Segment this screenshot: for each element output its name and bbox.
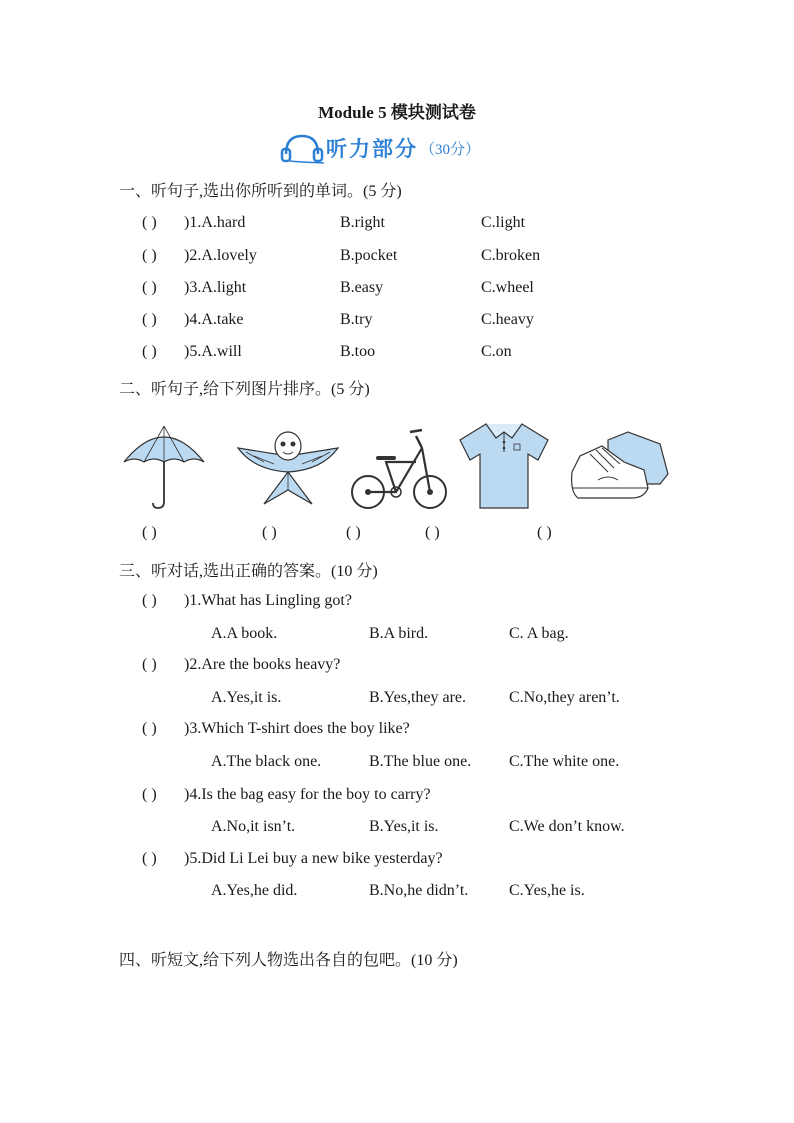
option-a: A.The black one. xyxy=(211,753,322,770)
option-c: C.No,they aren’t. xyxy=(509,689,620,706)
option-b: B.No,he didn’t. xyxy=(369,882,469,899)
question-text: )1.What has Lingling got? xyxy=(184,592,352,609)
option-a: A.Yes,it is. xyxy=(211,689,282,706)
answer-blank[interactable]: ( ) xyxy=(142,592,157,609)
bike-icon xyxy=(346,418,450,510)
answer-blank[interactable]: ( ) xyxy=(142,214,157,231)
answer-blank[interactable]: ( ) xyxy=(142,279,157,296)
picture-order-blank[interactable]: ( ) xyxy=(262,524,277,541)
option-c: C.wheel xyxy=(481,279,534,296)
option-b: B.Yes,they are. xyxy=(369,689,467,706)
picture-order-blank[interactable]: ( ) xyxy=(142,524,157,541)
option-b: B.The blue one. xyxy=(369,753,472,770)
page-title: Module 5 模块测试卷 xyxy=(318,103,476,122)
option-a: )2.A.lovely xyxy=(184,247,257,264)
option-b: B.A bird. xyxy=(369,625,429,642)
option-b: B.easy xyxy=(340,279,384,296)
option-a: )1.A.hard xyxy=(184,214,246,231)
option-b: B.too xyxy=(340,343,376,360)
option-c: C.on xyxy=(481,343,512,360)
option-a: A.A book. xyxy=(211,625,278,642)
option-b: B.pocket xyxy=(340,247,398,264)
option-b: B.right xyxy=(340,214,385,231)
question-text: )4.Is the bag easy for the boy to carry? xyxy=(184,786,431,803)
section-4-heading: 四、听短文,给下列人物选出各自的包吧。(10 分) xyxy=(119,952,458,969)
section-3-heading: 三、听对话,选出正确的答案。(10 分) xyxy=(119,563,378,580)
option-a: )4.A.take xyxy=(184,311,244,328)
option-c: C.light xyxy=(481,214,526,231)
answer-blank[interactable]: ( ) xyxy=(142,343,157,360)
answer-blank[interactable]: ( ) xyxy=(142,786,157,803)
umbrella-icon xyxy=(120,418,208,510)
answer-blank[interactable]: ( ) xyxy=(142,247,157,264)
tshirt-icon xyxy=(456,418,552,510)
question-text: )5.Did Li Lei buy a new bike yesterday? xyxy=(184,850,443,867)
option-c: C. A bag. xyxy=(509,625,569,642)
option-b: B.Yes,it is. xyxy=(369,818,439,835)
banner-label: 听力部分 xyxy=(326,137,418,161)
option-b: B.try xyxy=(340,311,373,328)
section-1-heading: 一、听句子,选出你所听到的单词。(5 分) xyxy=(119,183,402,200)
answer-blank[interactable]: ( ) xyxy=(142,720,157,737)
option-a: )5.A.will xyxy=(184,343,242,360)
banner-score: （30分） xyxy=(420,142,481,158)
question-text: )3.Which T-shirt does the boy like? xyxy=(184,720,410,737)
answer-blank[interactable]: ( ) xyxy=(142,311,157,328)
answer-blank[interactable]: ( ) xyxy=(142,656,157,673)
answer-blank[interactable]: ( ) xyxy=(142,850,157,867)
picture-order-blank[interactable]: ( ) xyxy=(537,524,552,541)
picture-order-blank[interactable]: ( ) xyxy=(346,524,361,541)
option-a: )3.A.light xyxy=(184,279,247,296)
question-text: )2.Are the books heavy? xyxy=(184,656,341,673)
kite-icon xyxy=(234,418,342,510)
sneakers-icon xyxy=(568,418,672,510)
option-a: A.Yes,he did. xyxy=(211,882,298,899)
picture-order-blank[interactable]: ( ) xyxy=(425,524,440,541)
option-c: C.Yes,he is. xyxy=(509,882,585,899)
option-a: A.No,it isn’t. xyxy=(211,818,296,835)
section-2-heading: 二、听句子,给下列图片排序。(5 分) xyxy=(119,381,370,398)
option-c: C.broken xyxy=(481,247,541,264)
headphones-icon xyxy=(280,132,324,164)
option-c: C.We don’t know. xyxy=(509,818,625,835)
option-c: C.heavy xyxy=(481,311,534,328)
option-c: C.The white one. xyxy=(509,753,620,770)
